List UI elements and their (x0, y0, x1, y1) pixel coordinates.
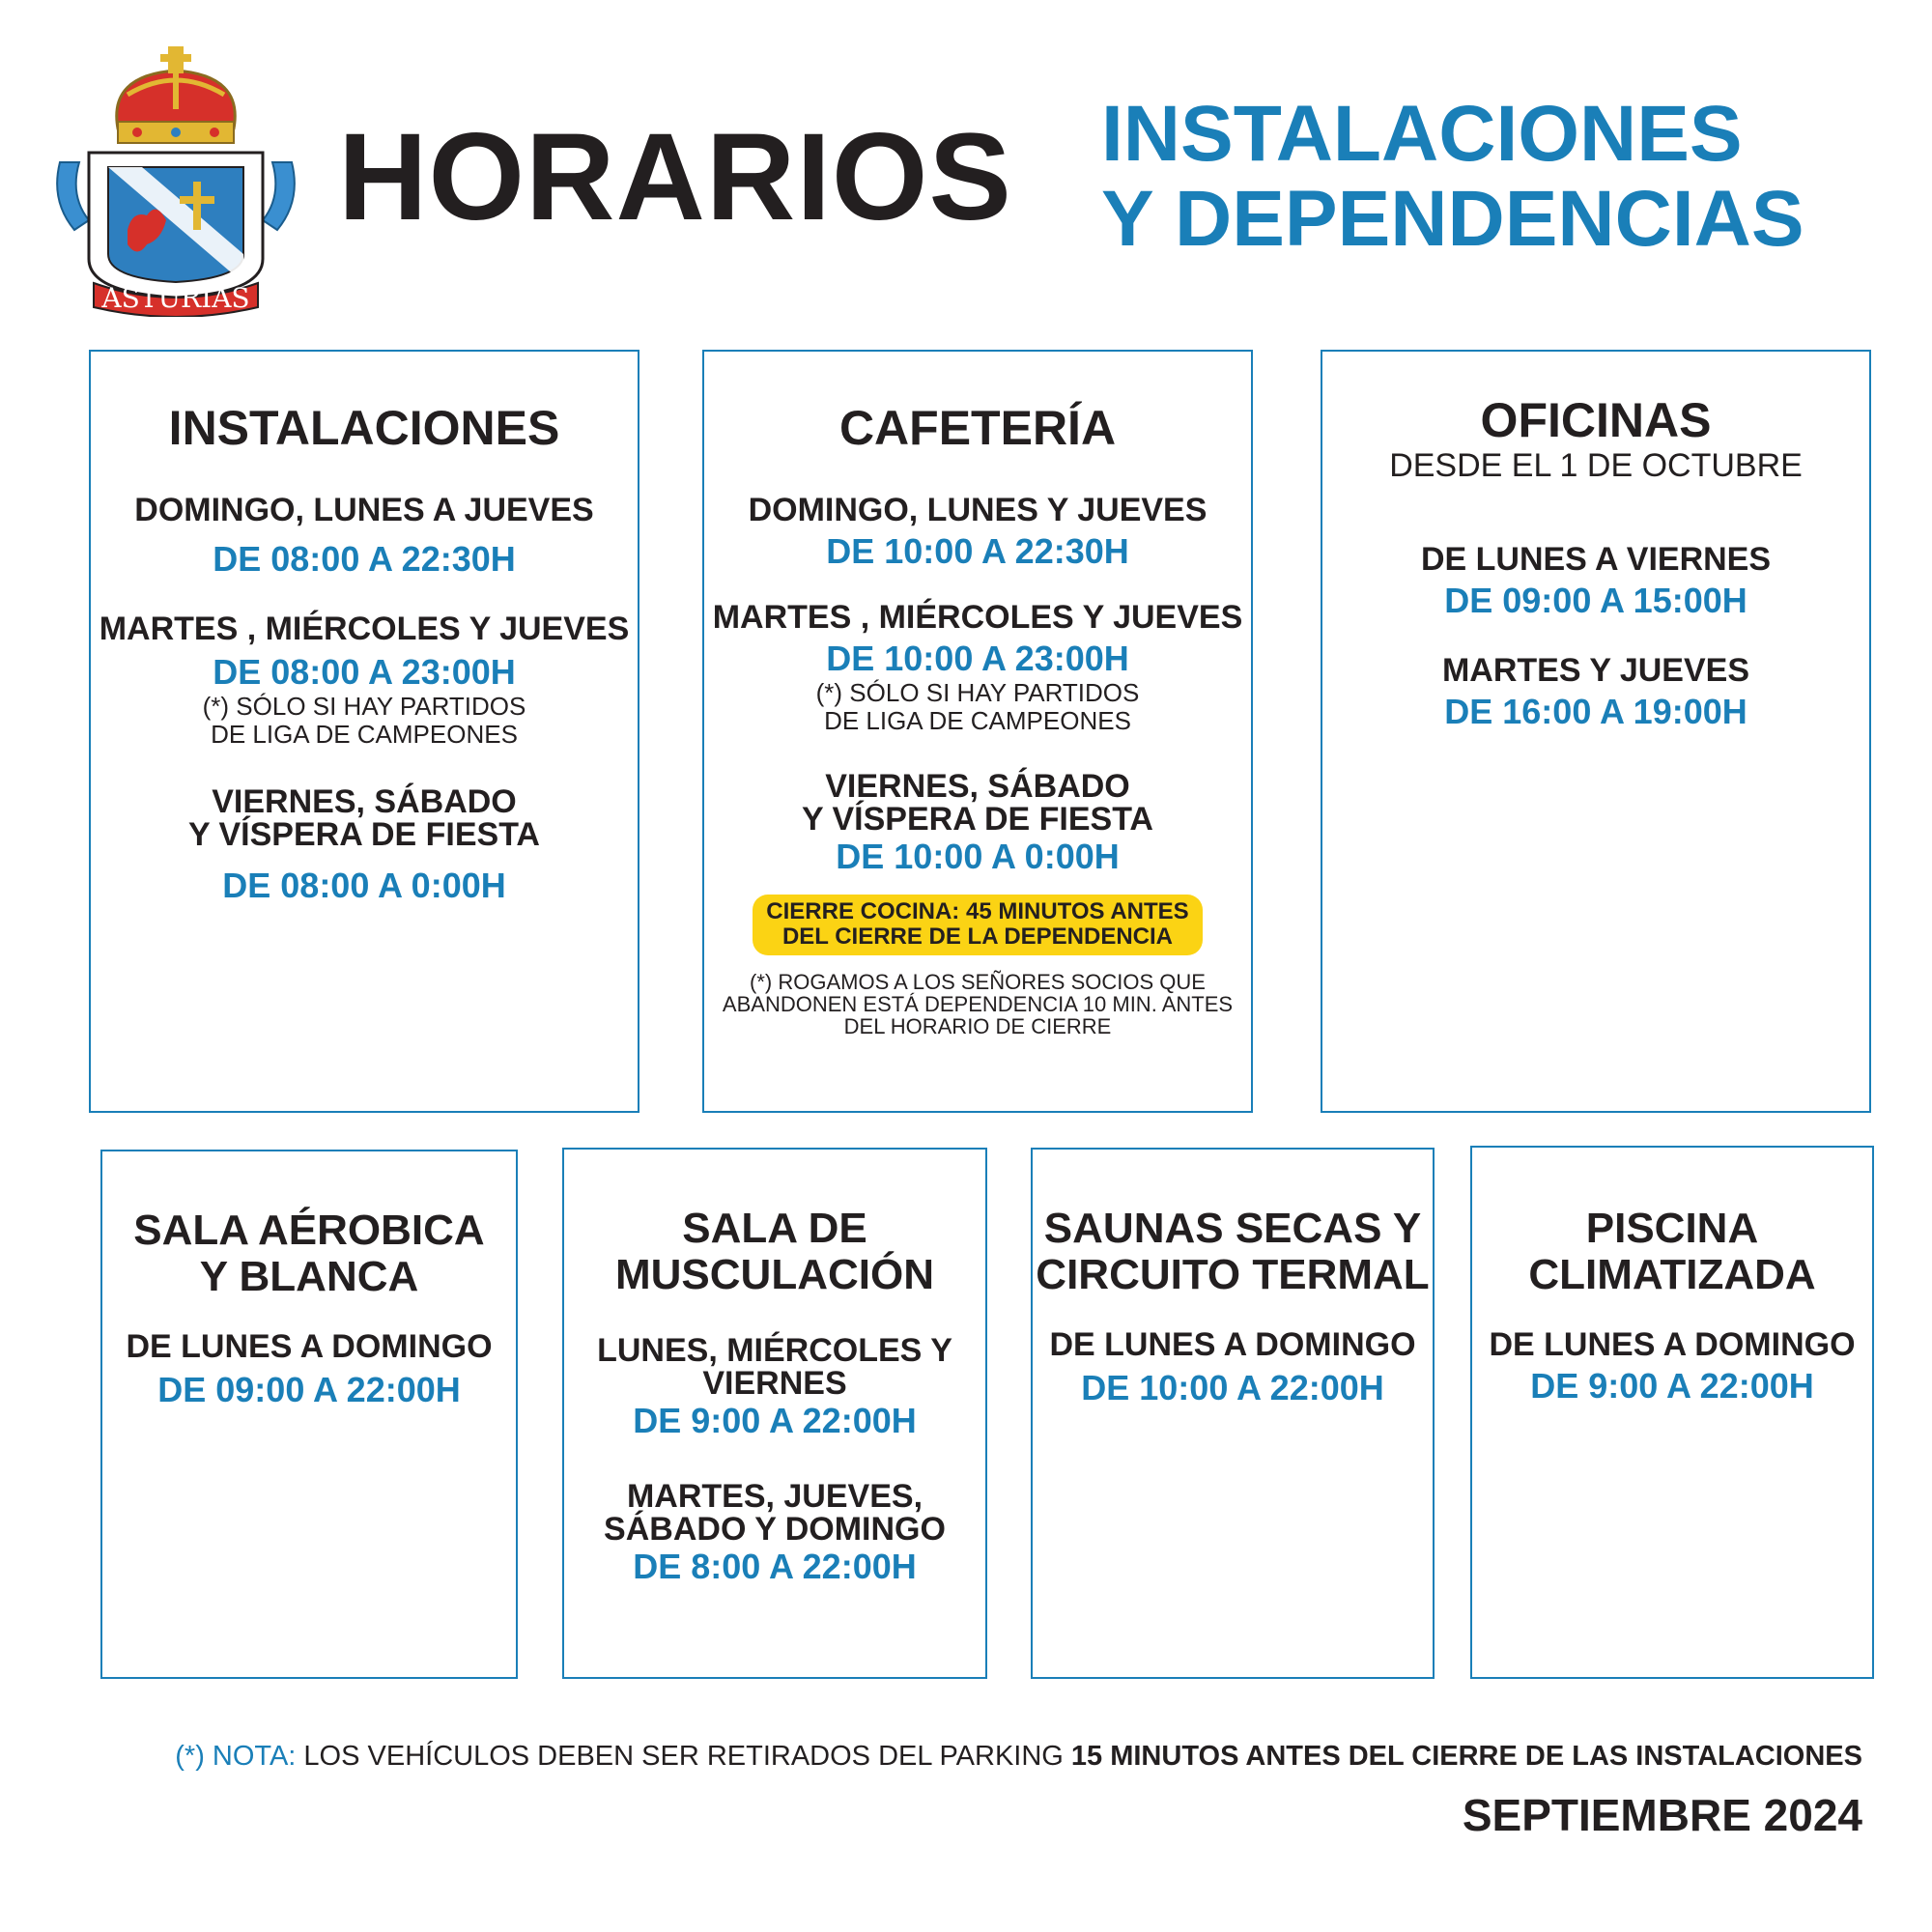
schedule-time: DE 08:00 A 22:30H (213, 539, 516, 579)
page-subtitle (1101, 92, 1804, 262)
schedule-time: DE 9:00 A 22:00H (633, 1400, 917, 1440)
schedule-days: DOMINGO, LUNES A JUEVES (134, 492, 594, 528)
schedule-time: DE 09:00 A 15:00H (1444, 581, 1747, 620)
card-instalaciones (89, 350, 639, 1113)
schedule-days: DE LUNES A DOMINGO (1049, 1325, 1416, 1363)
schedule-days: VIERNES, SÁBADO (212, 782, 517, 820)
note-bold: 15 MINUTOS ANTES DEL CIERRE DE LAS INSTALACIONES (1070, 1741, 1862, 1772)
svg-text:ASTURIAS: ASTURIAS (101, 282, 250, 314)
schedule-days: DE LUNES A VIERNES (1420, 541, 1772, 578)
card-title: SALA DE (682, 1205, 867, 1252)
card-title: SALA AÉROBICA (133, 1207, 485, 1254)
page-title: HORARIOS (338, 108, 1012, 246)
schedule-time: DE 9:00 A 22:00H (1530, 1365, 1814, 1406)
schedule-days: DOMINGO, LUNES Y JUEVES (748, 492, 1208, 528)
kitchen-closing-line: DEL CIERRE DE LA DEPENDENCIA (781, 923, 1174, 951)
card-oficinas (1321, 350, 1871, 1113)
kitchen-closing-line: CIERRE COCINA: 45 MINUTOS ANTES (766, 897, 1189, 924)
note-prefix: (*) NOTA: (175, 1741, 297, 1772)
schedule-note: DE LIGA DE CAMPEONES (211, 719, 518, 749)
schedule-days: MARTES, JUEVES, (626, 1477, 923, 1515)
schedule-note: (*) SÓLO SI HAY PARTIDOS (815, 678, 1140, 708)
schedule-days: DE LUNES A DOMINGO (1489, 1325, 1856, 1363)
schedule-days: MARTES Y JUEVES (1441, 652, 1750, 690)
schedule-time: DE 10:00 A 23:00H (826, 639, 1129, 679)
card-title: INSTALACIONES (168, 401, 560, 455)
kitchen-closing-badge (753, 895, 1202, 955)
schedule-days: VIERNES, SÁBADO (825, 767, 1130, 805)
schedule-time: DE 08:00 A 23:00H (213, 652, 516, 693)
footnote: ABANDONEN ESTÁ DEPENDENCIA 10 MIN. ANTES (722, 991, 1234, 1016)
card-title: Y BLANCA (199, 1253, 419, 1301)
schedule-note: (*) SÓLO SI HAY PARTIDOS (202, 692, 526, 722)
card-title: CIRCUITO TERMAL (1036, 1251, 1430, 1299)
schedule-days: Y VÍSPERA DE FIESTA (187, 815, 540, 853)
subtitle-line-1: INSTALACIONES (1101, 90, 1743, 178)
schedule-days: Y VÍSPERA DE FIESTA (801, 800, 1153, 838)
footnote: (*) ROGAMOS A LOS SEÑORES SOCIOS QUE (750, 969, 1206, 994)
card-cafeteria (702, 350, 1253, 1113)
schedule-time: DE 16:00 A 19:00H (1444, 692, 1747, 732)
schedule-days: DE LUNES A DOMINGO (126, 1327, 493, 1365)
schedule-time: DE 10:00 A 22:30H (826, 531, 1129, 571)
footer-note (175, 1741, 1862, 1773)
card-sala-musculacion (562, 1148, 987, 1679)
card-subtitle: DESDE EL 1 DE OCTUBRE (1389, 447, 1803, 484)
footnote: DEL HORARIO DE CIERRE (843, 1013, 1112, 1038)
schedule-days: MARTES , MIÉRCOLES Y JUEVES (712, 599, 1243, 637)
card-title: CAFETERÍA (838, 401, 1117, 455)
coat-of-arms-logo (50, 37, 301, 317)
schedule-days: MARTES , MIÉRCOLES Y JUEVES (99, 611, 630, 648)
schedule-time: DE 10:00 A 22:00H (1081, 1367, 1384, 1407)
subtitle-line-2: Y DEPENDENCIAS (1101, 175, 1804, 263)
footer-date: SEPTIEMBRE 2024 (1462, 1790, 1862, 1840)
schedule-time: DE 10:00 A 0:00H (836, 836, 1120, 876)
note-text: LOS VEHÍCULOS DEBEN SER RETIRADOS DEL PARKING (296, 1741, 1071, 1772)
schedule-time: DE 08:00 A 0:00H (222, 865, 506, 905)
card-title: OFICINAS (1480, 393, 1712, 447)
schedule-days: LUNES, MIÉRCOLES Y (597, 1331, 952, 1369)
card-title: SAUNAS SECAS Y (1043, 1205, 1422, 1252)
schedule-note: DE LIGA DE CAMPEONES (824, 705, 1131, 735)
card-title: CLIMATIZADA (1528, 1251, 1816, 1299)
card-sala-aerobica (100, 1150, 518, 1679)
card-title: PISCINA (1585, 1205, 1759, 1252)
schedule-days: SÁBADO Y DOMINGO (604, 1510, 946, 1548)
schedule-time: DE 09:00 A 22:00H (157, 1369, 461, 1409)
schedule-time: DE 8:00 A 22:00H (633, 1546, 917, 1586)
card-piscina (1470, 1146, 1874, 1679)
schedule-days: VIERNES (702, 1364, 847, 1402)
card-saunas (1031, 1148, 1435, 1679)
card-title: MUSCULACIÓN (615, 1251, 934, 1299)
